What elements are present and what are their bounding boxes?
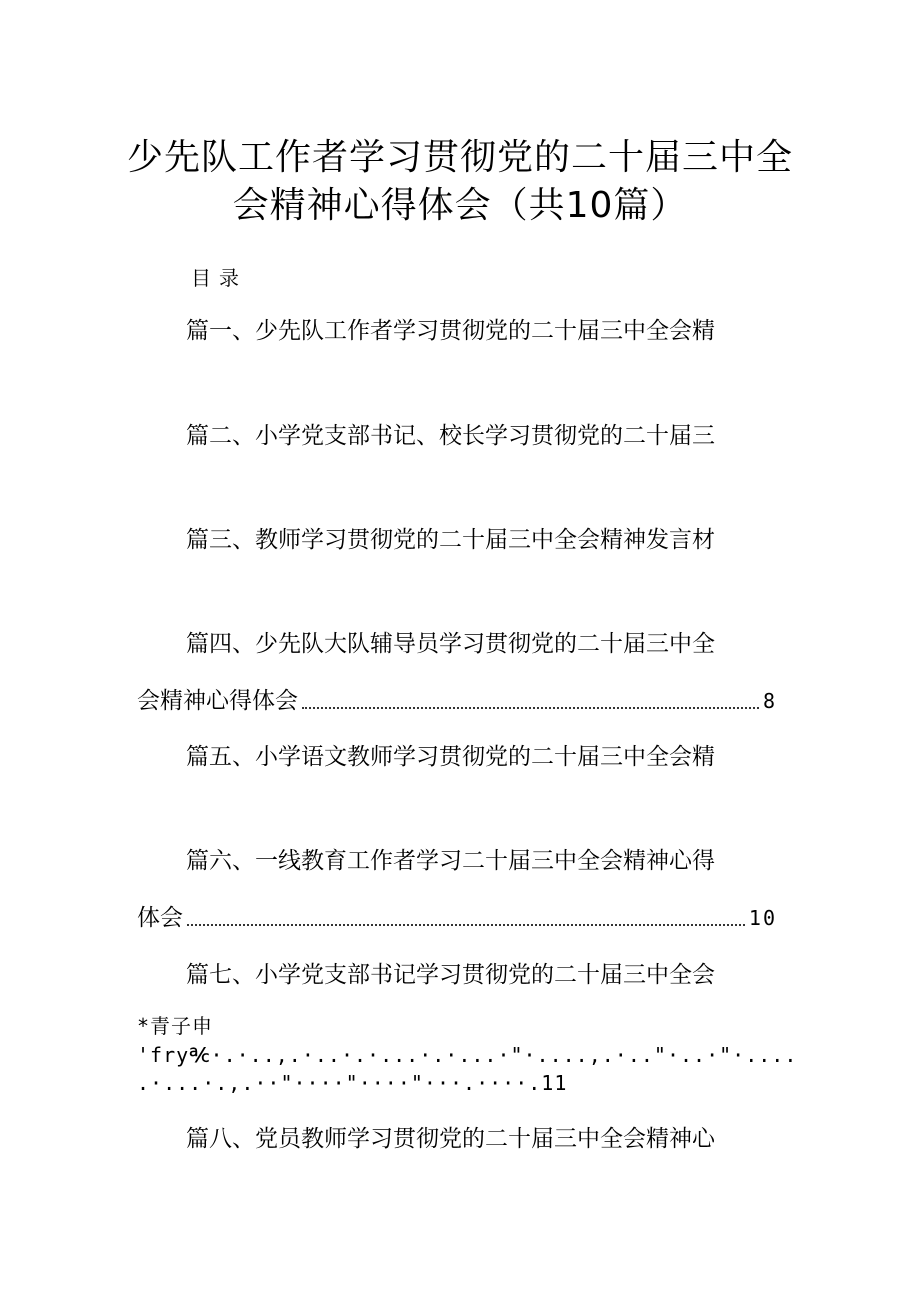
toc-entry-1[interactable]: 篇一、少先队工作者学习贯彻党的二十届三中全会精 [186,318,715,344]
toc-heading: 目录 [191,266,247,290]
toc-entry-6[interactable]: 篇六、一线教育工作者学习二十届三中全会精神心得 [186,848,715,874]
toc-entry-4-continuation[interactable] [137,686,777,716]
toc-entry-6-continuation[interactable] [137,903,777,933]
document-title-line-2: 会精神心得体会（共10篇） [232,185,688,226]
document-title-line-1: 少先队工作者学习贯彻党的二十届三中全 [126,137,793,178]
toc-entry-7[interactable]: 篇七、小学党支部书记学习贯彻党的二十届三中全会 [186,962,715,988]
toc-entry-4-continuation-text: 会精神心得体会 [137,688,298,714]
toc-entry-8[interactable]: 篇八、党员教师学习贯彻党的二十届三中全会精神心 [186,1126,715,1152]
toc-entry-6-page-number: 10 [748,906,777,930]
garbled-text-line-1: *青子申 [137,1014,214,1038]
dot-leader [187,923,745,926]
toc-entry-2[interactable]: 篇二、小学党支部书记、校长学习贯彻党的二十届三 [186,423,715,449]
toc-entry-4-page-number: 8 [762,689,777,713]
toc-entry-3[interactable]: 篇三、教师学习贯彻党的二十届三中全会精神发言材 [186,527,715,553]
garbled-text-line-3: .·...·.,.··"····"····"···.····.11 [137,1071,568,1095]
toc-entry-5[interactable]: 篇五、小学语文教师学习贯彻党的二十届三中全会精 [186,744,715,770]
toc-entry-4[interactable]: 篇四、少先队大队辅导员学习贯彻党的二十届三中全 [186,631,715,657]
garbled-text-line-2: 'fry℀·.·..,.·..·.·...·.·...·"·....,.·.."·..·"·.... [137,1043,798,1067]
toc-entry-6-continuation-text: 体会 [137,905,183,931]
dot-leader [302,706,759,709]
